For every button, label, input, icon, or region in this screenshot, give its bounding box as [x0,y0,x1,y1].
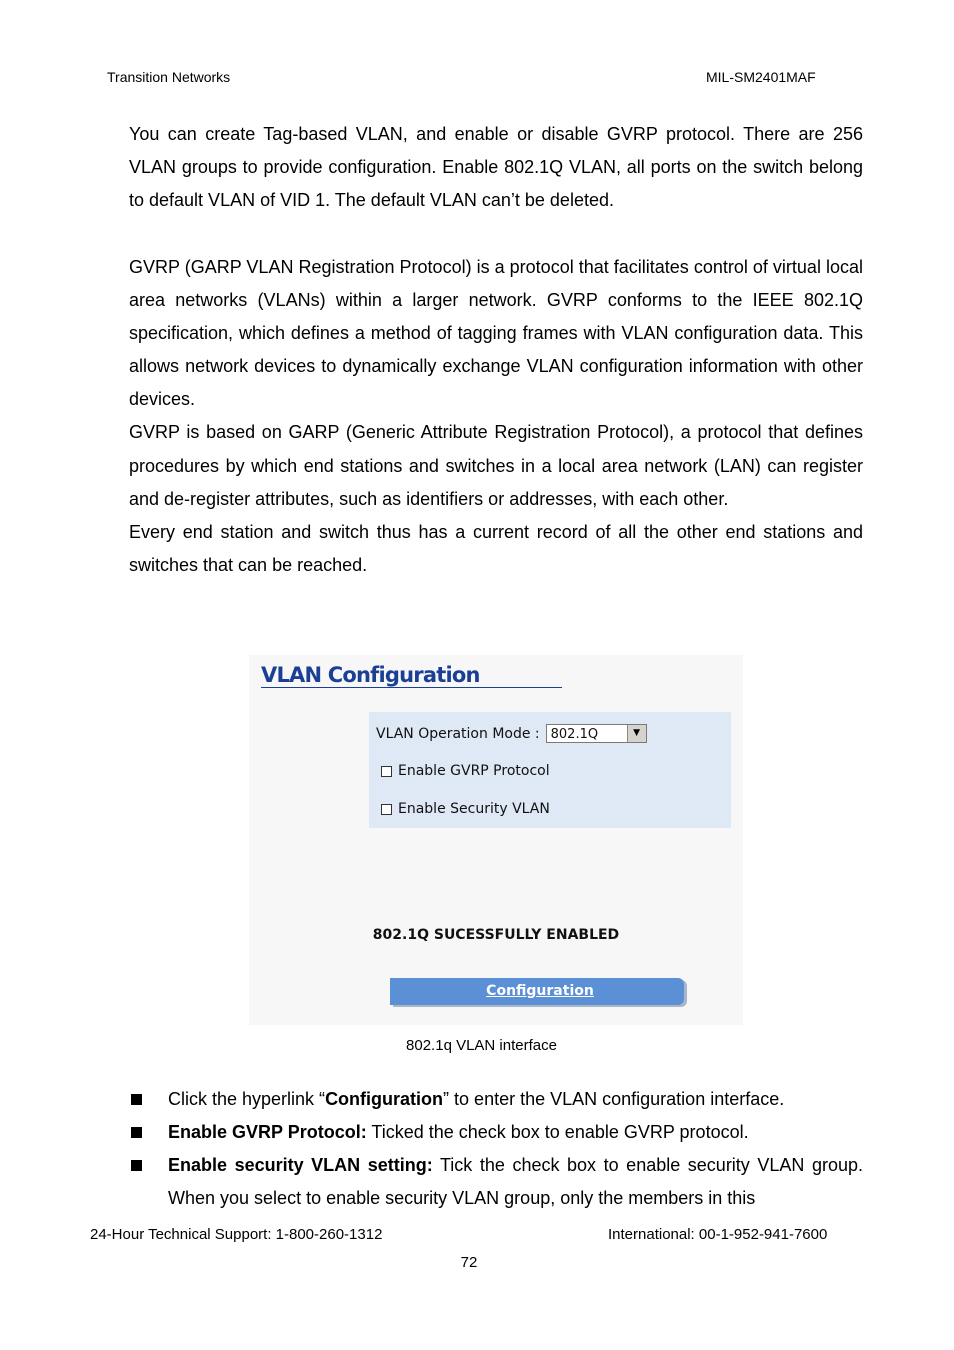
page-number: 72 [460,1254,478,1271]
figure-title: VLAN Configuration [261,663,480,687]
gvrp-label: Enable GVRP Protocol [398,763,550,779]
security-row [376,801,550,817]
mode-row [376,724,647,743]
bullet-text: Click the hyperlink “ [168,1089,326,1109]
bullet-bold: Configuration [325,1089,444,1109]
configuration-button[interactable] [390,978,684,1005]
vlan-settings-panel [369,712,731,828]
status-message: 802.1Q SUCESSFULLY ENABLED [372,927,620,943]
gvrp-row [376,763,550,779]
title-underline [261,687,562,688]
paragraph-garp: GVRP is based on GARP (Generic Attribute Registration Protocol), a protocol that defines procedures by which end stations and switches in a local area network (LAN) can register and de-register attributes, such as identifiers or addresses, with each other. [129,422,863,509]
vlan-mode-select[interactable] [546,724,647,743]
list-item [129,1083,863,1116]
bullet-list [129,1083,863,1215]
security-vlan-label: Enable Security VLAN [398,801,550,817]
square-bullet-icon [131,1127,142,1138]
list-item [129,1116,863,1149]
paragraph-vlan-intro: You can create Tag-based VLAN, and enable or disable GVRP protocol. There are 256 VLAN groups to provide configuration. Enable 802.1Q VLAN, all ports on the switch belong to default VLAN of VID 1. The default VLAN can’t be deleted. [129,124,863,211]
paragraph-records: Every end station and switch thus has a current record of all the other end stations and switches that can be reached. [129,521,863,575]
footer-support: 24-Hour Technical Support: 1-800-260-1312 [90,1226,383,1243]
square-bullet-icon [131,1094,142,1105]
gvrp-checkbox[interactable] [381,766,392,777]
vlan-config-screenshot [249,655,743,1025]
bullet-text: Tick the check box to enable security VLAN group. When you select to enable security VLAN group, only the members in this [168,1155,863,1209]
bullet-bold: Enable security VLAN setting: [168,1155,433,1176]
vlan-mode-value: 802.1Q [550,727,599,742]
bullet-text: Ticked the check box to enable GVRP protocol. [366,1122,749,1143]
list-item [129,1149,863,1215]
paragraph-gvrp-definition: GVRP (GARP VLAN Registration Protocol) is a protocol that facilitates control of virtual local area networks (VLANs) within a larger network. GVRP conforms to the IEEE 802.1Q specification, which defines a method of tagging frames with VLAN configuration data. This allows network devices to dynamically exchange VLAN configuration information with other devices. [129,257,863,410]
intro-paragraph [129,118,863,217]
bullet-bold: Enable GVRP Protocol: [168,1122,367,1143]
gvrp-section [129,251,863,582]
dropdown-arrow-icon[interactable]: ▼ [627,725,646,742]
bullet-text: ” to enter the VLAN configuration interface. [443,1089,785,1109]
header-model: MIL-SM2401MAF [706,69,816,85]
security-vlan-checkbox[interactable] [381,804,392,815]
square-bullet-icon [131,1160,142,1171]
header-company: Transition Networks [107,69,231,85]
configuration-link[interactable]: Configuration [486,983,594,999]
figure-caption: 802.1q VLAN interface [406,1037,557,1054]
mode-label: VLAN Operation Mode : [376,725,540,742]
footer-international: International: 00-1-952-941-7600 [608,1226,828,1243]
